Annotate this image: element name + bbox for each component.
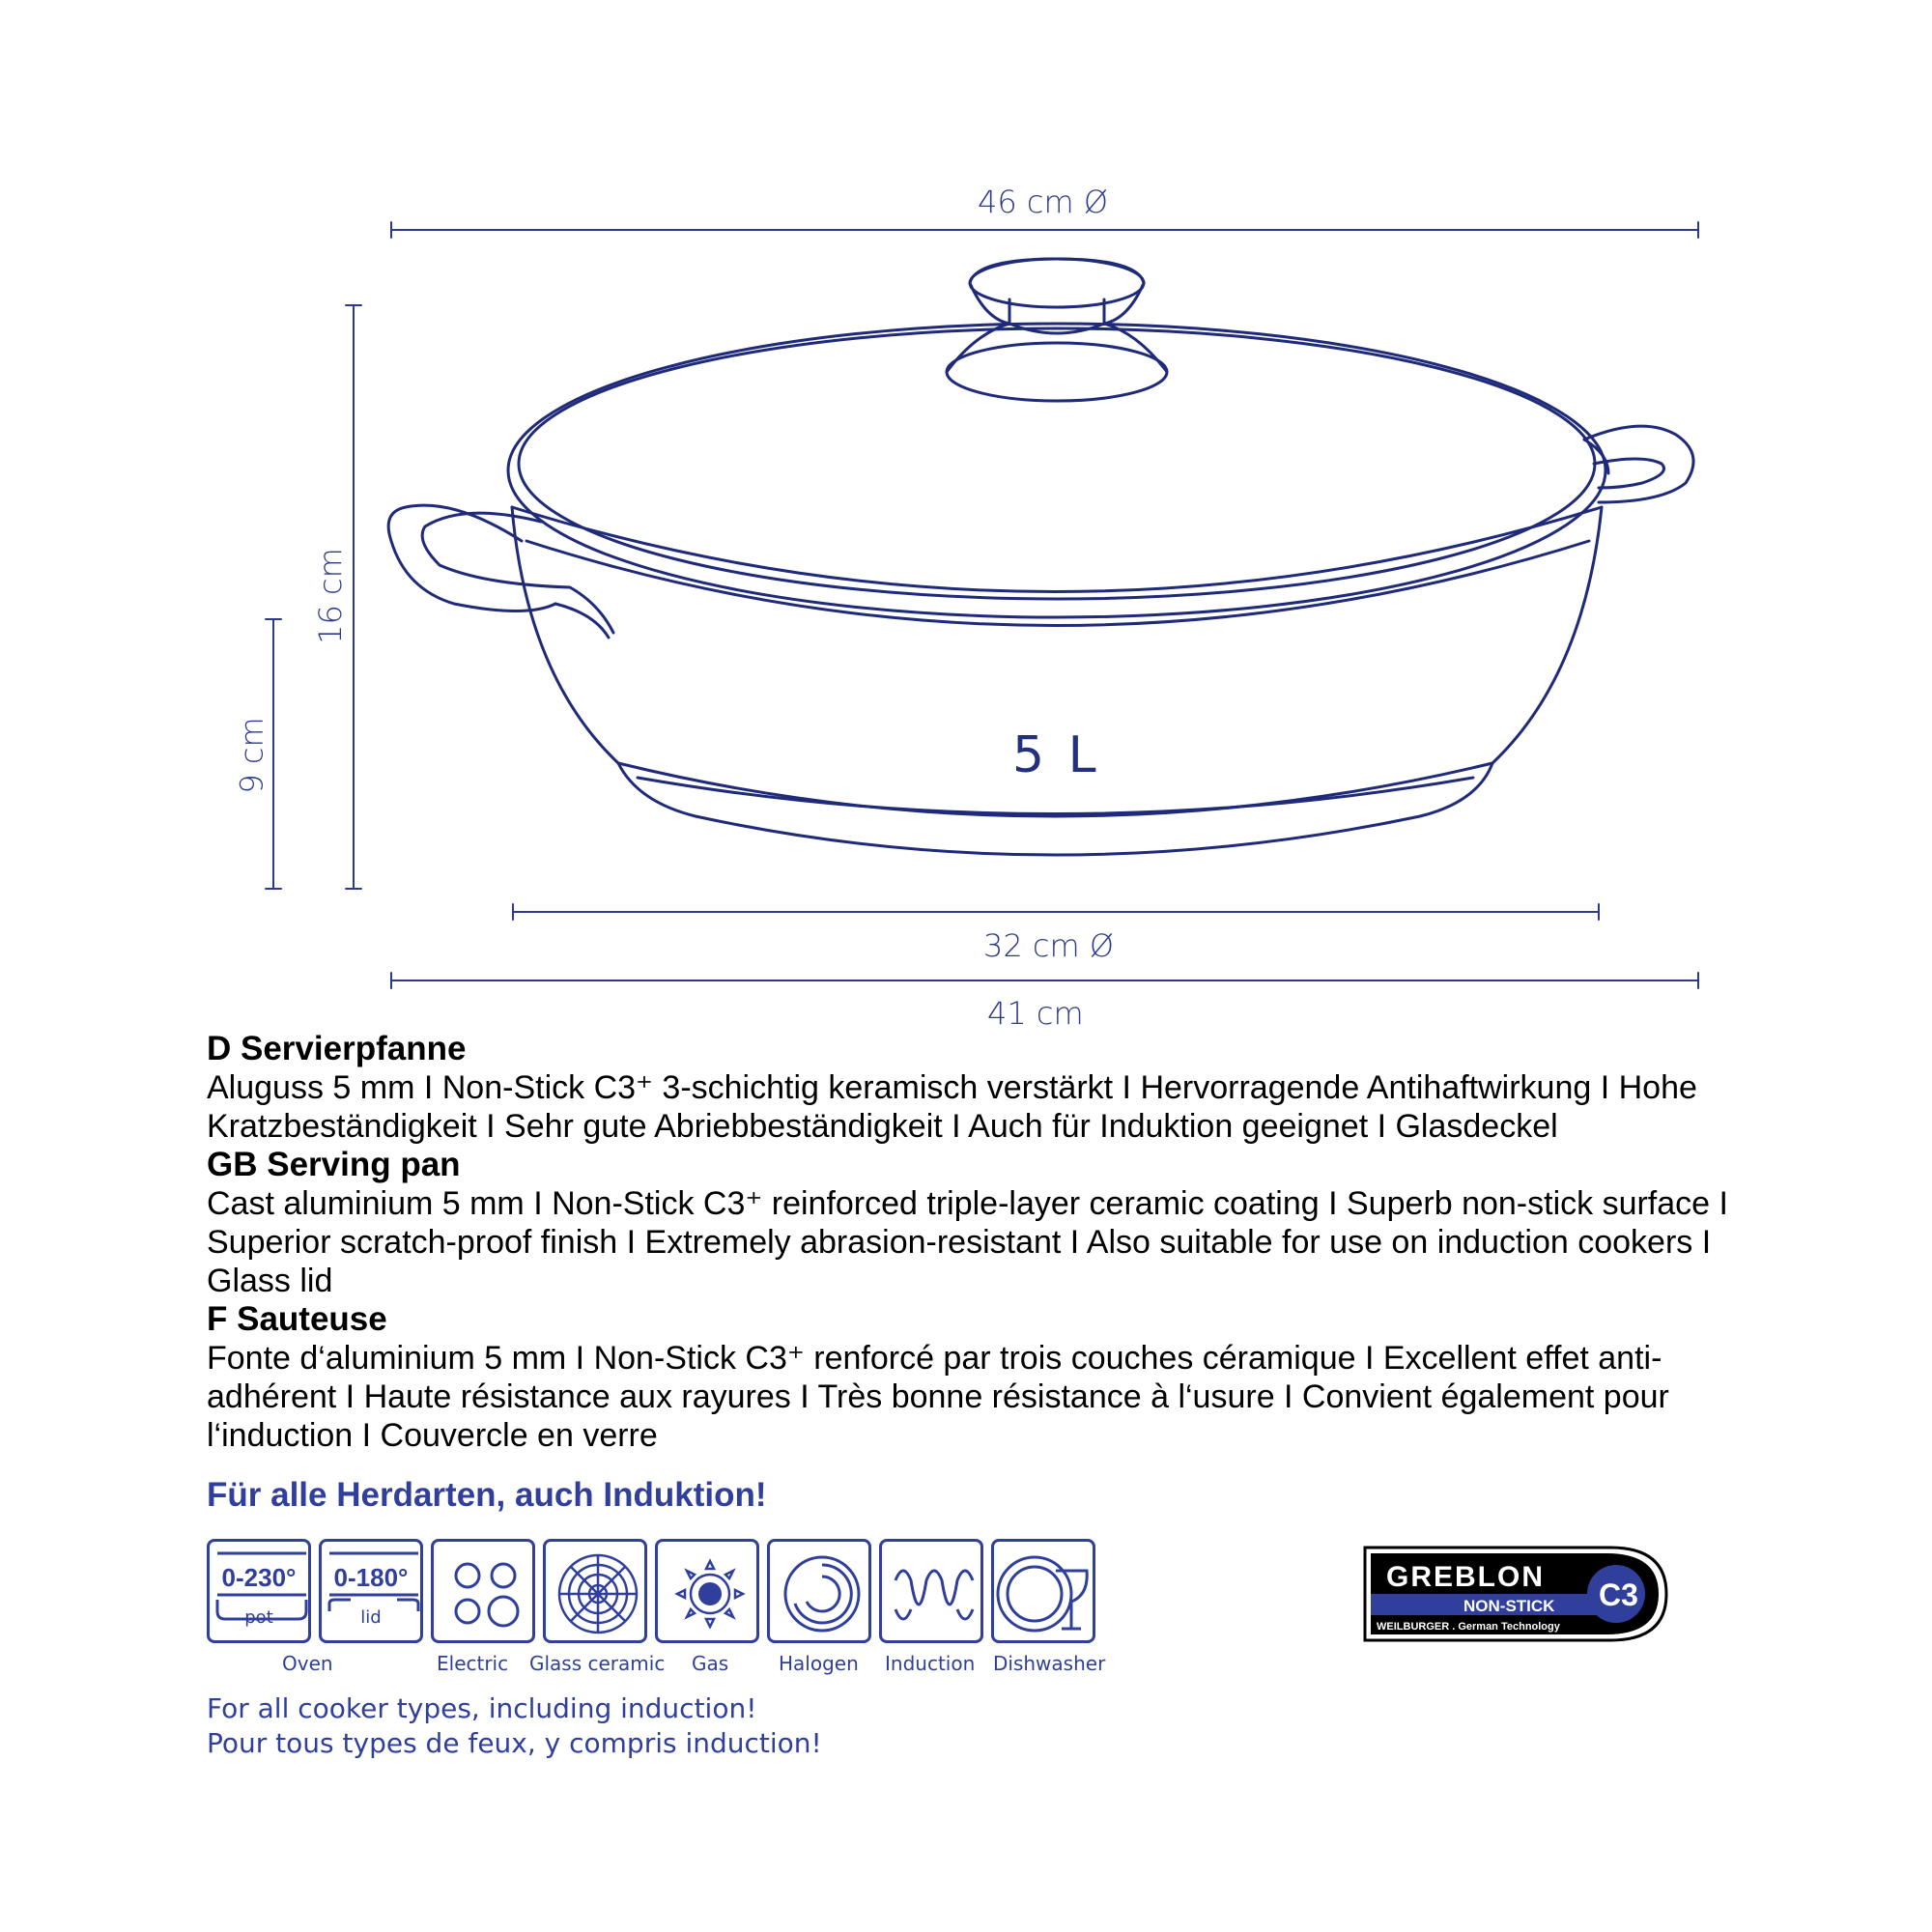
oven-pot-icon — [207, 1539, 311, 1643]
dimension-line-base-diameter — [513, 904, 1599, 920]
description-heading: GB Serving pan — [207, 1146, 461, 1183]
volume-label: 5 L — [1012, 726, 1100, 784]
dimension-base-diameter: 32 cm Ø — [983, 927, 1115, 964]
logo-tagline: WEILBURGER . German Technology — [1377, 1621, 1560, 1633]
dimension-body-width: 41 cm — [987, 995, 1084, 1032]
dimension-line-body-width — [391, 973, 1698, 988]
description-de — [207, 1030, 1752, 1146]
dishwasher-label: Dishwasher — [993, 1652, 1106, 1675]
halogen-stove-icon — [767, 1539, 871, 1643]
footer-english: For all cooker types, including induction! — [207, 1692, 757, 1724]
greblon-c3-logo — [1357, 1536, 1676, 1652]
description-gb — [207, 1146, 1752, 1300]
description-heading: D Servierpfanne — [207, 1030, 467, 1067]
oven-label: Oven — [282, 1652, 333, 1675]
oven-lid-icon — [319, 1539, 423, 1643]
oven-pot-caption: pot — [244, 1607, 273, 1628]
description-fr — [207, 1300, 1752, 1455]
description-text: Fonte d‘aluminium 5 mm I Non-Stick C3⁺ renforcé par trois couches céramique I Excellent effet anti-adhérent I Haute résistance aux rayures I Très bonne résistance à l‘usure I Convient également pour l‘induction I Couvercle en verre — [207, 1340, 1669, 1454]
dimension-top-width: 46 cm Ø — [978, 184, 1109, 220]
description-text: Cast aluminium 5 mm I Non-Stick C3⁺ reinforced triple-layer ceramic coating I Superb non-stick surface I Superior scratch-proof finish I Extremely abrasion-resistant I Also suitable for use on induction cookers I Glass lid — [207, 1185, 1728, 1299]
oven-lid-caption: lid — [360, 1607, 382, 1628]
stove-compatibility-tagline: Für alle Herdarten, auch Induktion! — [207, 1476, 767, 1514]
gas-label: Gas — [692, 1652, 729, 1675]
description-text: Aluguss 5 mm I Non-Stick C3⁺ 3-schichtig keramisch verstärkt I Hervorragende Antihaftwirkung I Hohe Kratzbeständigkeit I Sehr gute Abriebbeständigkeit I Auch für Induktion geeignet I Glasdeckel — [207, 1069, 1697, 1145]
footer-french: Pour tous types de feux, y compris induction! — [207, 1727, 822, 1759]
induction-label: Induction — [885, 1652, 976, 1675]
dimension-total-height: 16 cm — [311, 548, 349, 644]
description-heading: F Sauteuse — [207, 1300, 387, 1338]
halogen-label: Halogen — [779, 1652, 859, 1675]
glass-ceramic-label: Glass ceramic — [529, 1652, 666, 1675]
electric-stove-icon — [431, 1539, 535, 1643]
pan-lid — [508, 324, 1605, 626]
dishwasher-icon — [991, 1539, 1095, 1643]
oven-lid-temperature: 0-180° — [333, 1563, 409, 1592]
logo-subtitle: NON-STICK — [1463, 1597, 1555, 1615]
induction-stove-icon — [879, 1539, 983, 1643]
glass-ceramic-stove-icon — [543, 1539, 647, 1643]
logo-grade: C3 — [1599, 1577, 1638, 1612]
dimension-line-top-width — [391, 222, 1698, 238]
gas-stove-icon — [655, 1539, 759, 1643]
oven-pot-temperature: 0-230° — [221, 1563, 297, 1592]
logo-brand: GREBLON — [1386, 1561, 1545, 1593]
electric-label: Electric — [437, 1652, 509, 1675]
dimension-body-height: 9 cm — [233, 717, 270, 794]
